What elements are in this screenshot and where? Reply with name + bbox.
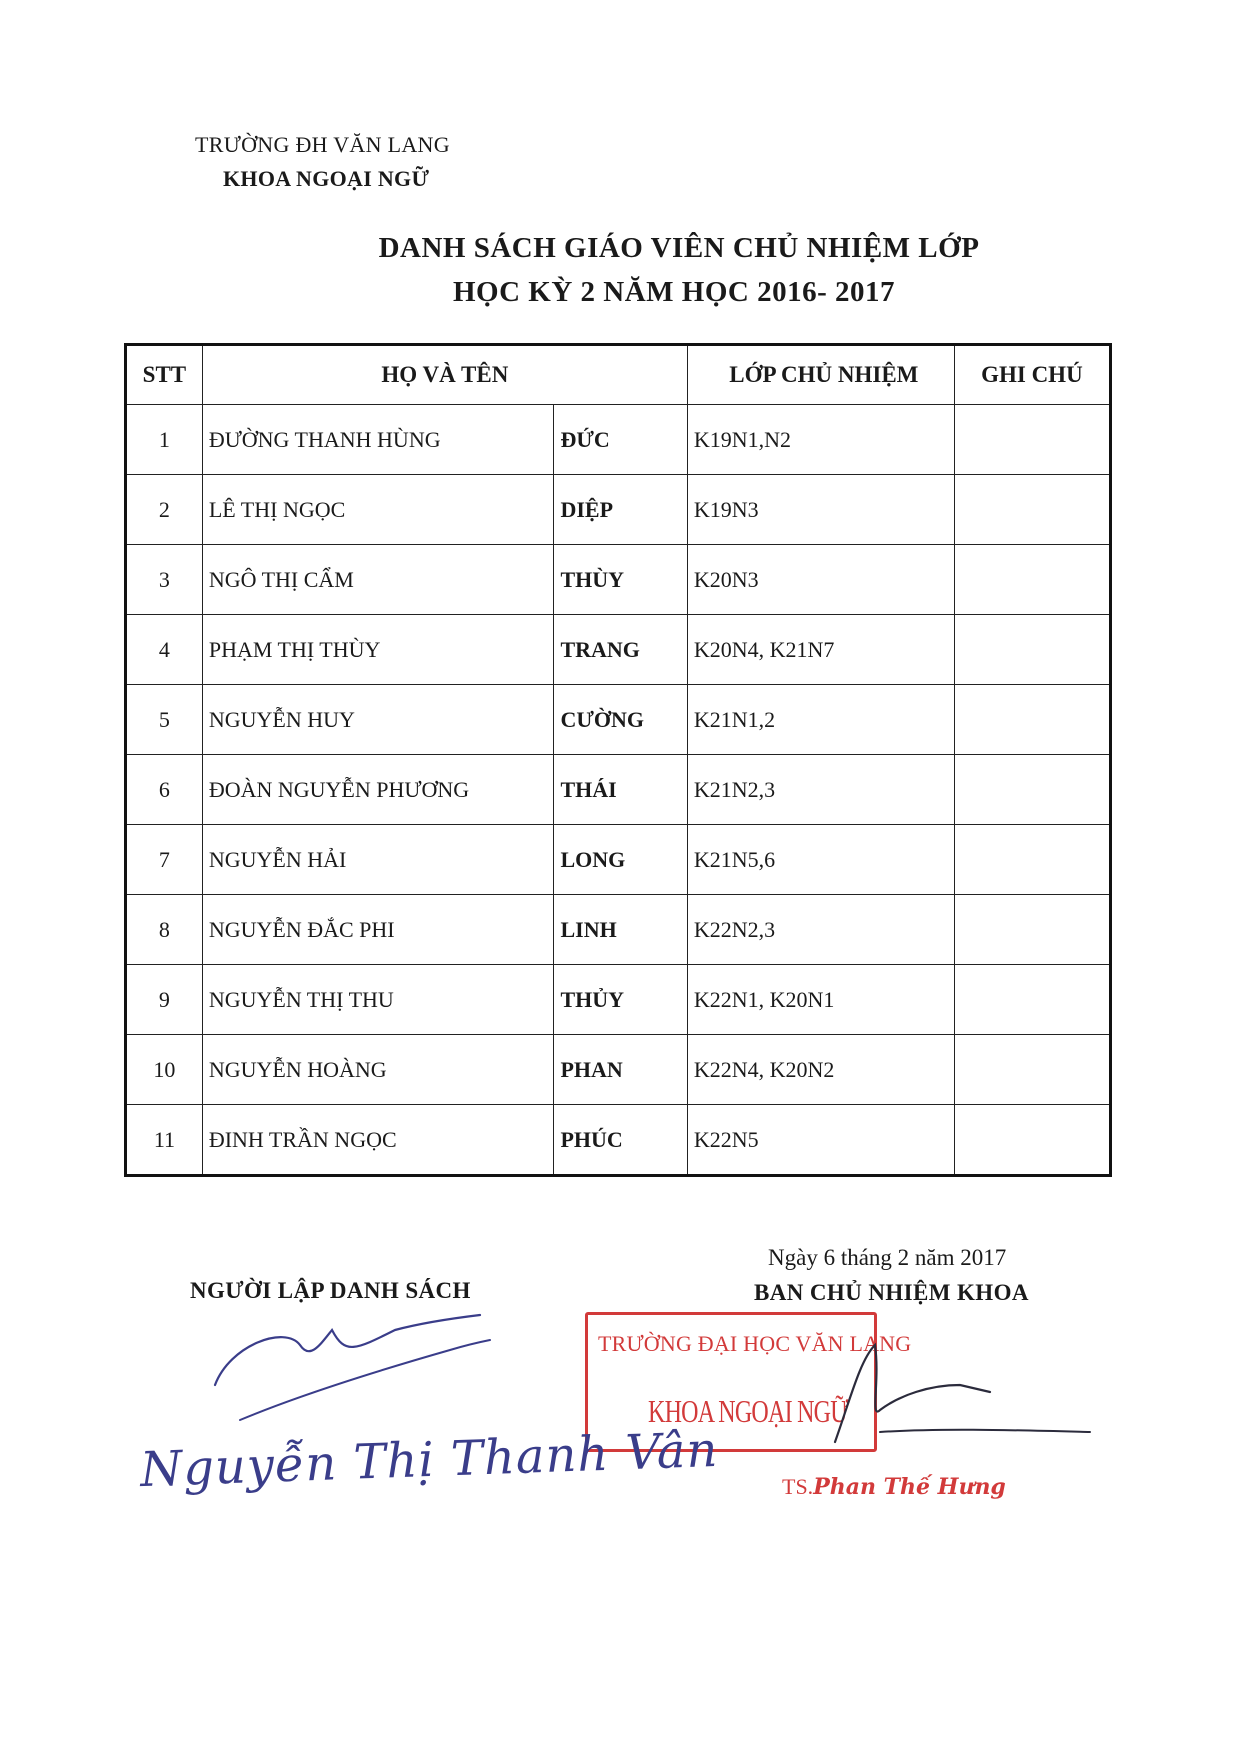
header-stt: STT: [126, 345, 203, 405]
cell-stt: 3: [126, 545, 203, 615]
cell-class: K22N1, K20N1: [687, 965, 954, 1035]
cell-surname: NGUYỄN HUY: [202, 685, 554, 755]
cell-stt: 10: [126, 1035, 203, 1105]
cell-stt: 8: [126, 895, 203, 965]
right-signature-underline: [880, 1430, 1090, 1432]
header-note: GHI CHÚ: [954, 345, 1110, 405]
cell-class: K20N3: [687, 545, 954, 615]
cell-surname: NGUYỄN HOÀNG: [202, 1035, 554, 1105]
cell-surname: ĐƯỜNG THANH HÙNG: [202, 405, 554, 475]
cell-given-name: THÁI: [554, 755, 687, 825]
header-class: LỚP CHỦ NHIỆM: [687, 345, 954, 405]
cell-class: K21N1,2: [687, 685, 954, 755]
right-signature-stroke: [835, 1345, 990, 1442]
left-signature-underline: [240, 1340, 490, 1420]
signer-title-prefix: TS.: [782, 1474, 814, 1499]
cell-given-name: LONG: [554, 825, 687, 895]
cell-class: K19N3: [687, 475, 954, 545]
cell-given-name: CƯỜNG: [554, 685, 687, 755]
cell-surname: ĐOÀN NGUYỄN PHƯƠNG: [202, 755, 554, 825]
cell-surname: NGUYỄN THỊ THU: [202, 965, 554, 1035]
cell-stt: 4: [126, 615, 203, 685]
school-name: TRƯỜNG ĐH VĂN LANG: [195, 132, 450, 157]
signer-name: Phan Thế Hưng: [813, 1474, 1006, 1500]
cell-stt: 5: [126, 685, 203, 755]
left-signature-stroke: [215, 1315, 480, 1385]
cell-surname: NGÔ THỊ CẨM: [202, 545, 554, 615]
cell-class: K22N2,3: [687, 895, 954, 965]
cell-given-name: ĐỨC: [554, 405, 687, 475]
cell-given-name: LINH: [554, 895, 687, 965]
cell-surname: ĐINH TRẦN NGỌC: [202, 1105, 554, 1176]
document-date: Ngày 6 tháng 2 năm 2017: [768, 1245, 1007, 1270]
cell-class: K21N2,3: [687, 755, 954, 825]
cell-given-name: DIỆP: [554, 475, 687, 545]
cell-surname: PHẠM THỊ THÙY: [202, 615, 554, 685]
cell-given-name: THỦY: [554, 965, 687, 1035]
document-subtitle: HỌC KỲ 2 NĂM HỌC 2016- 2017: [452, 276, 896, 308]
cell-surname: NGUYỄN HẢI: [202, 825, 554, 895]
cell-surname: LÊ THỊ NGỌC: [202, 475, 554, 545]
stamp-line-faculty: KHOA NGOẠI NGỮ: [648, 1393, 849, 1429]
header-name: HỌ VÀ TÊN: [202, 345, 687, 405]
cell-given-name: PHÚC: [554, 1105, 687, 1176]
faculty-board-title: BAN CHỦ NHIỆM KHOA: [754, 1280, 1029, 1305]
cell-class: K22N5: [687, 1105, 954, 1176]
cell-class: K20N4, K21N7: [687, 615, 954, 685]
cell-stt: 7: [126, 825, 203, 895]
cell-stt: 6: [126, 755, 203, 825]
cell-class: K22N4, K20N2: [687, 1035, 954, 1105]
cell-given-name: THÙY: [554, 545, 687, 615]
faculty-name: KHOA NGOẠI NGỮ: [223, 166, 430, 191]
preparer-signature-name: Nguyễn Thị Thanh Vân: [139, 1421, 720, 1499]
faculty-signer: [782, 1474, 1006, 1500]
cell-given-name: PHAN: [554, 1035, 687, 1105]
preparer-title: NGƯỜI LẬP DANH SÁCH: [190, 1278, 471, 1303]
cell-surname: NGUYỄN ĐẮC PHI: [202, 895, 554, 965]
cell-stt: 1: [126, 405, 203, 475]
cell-stt: 2: [126, 475, 203, 545]
cell-class: K19N1,N2: [687, 405, 954, 475]
cell-stt: 11: [126, 1105, 203, 1176]
cell-class: K21N5,6: [687, 825, 954, 895]
document-title: DANH SÁCH GIÁO VIÊN CHỦ NHIỆM LỚP: [378, 232, 980, 264]
stamp-line-school: TRƯỜNG ĐẠI HỌC VĂN LANG: [598, 1331, 912, 1356]
cell-given-name: TRANG: [554, 615, 687, 685]
cell-stt: 9: [126, 965, 203, 1035]
